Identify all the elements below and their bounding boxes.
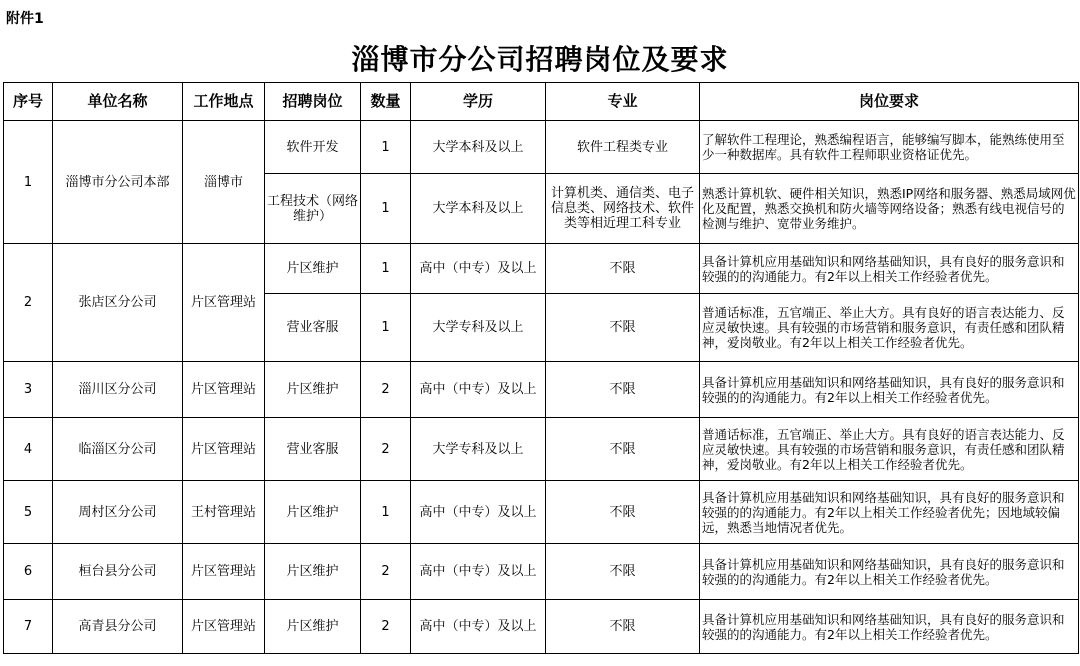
cell-no: 6 xyxy=(4,544,53,600)
cell-major: 不限 xyxy=(546,244,700,294)
cell-no: 2 xyxy=(4,244,53,362)
cell-requirements: 具备计算机应用基础知识和网络基础知识，具有良好的服务意识和较强的的沟通能力。有2年以上相关工作经验者优先。 xyxy=(700,544,1079,600)
cell-unit: 高青县分公司 xyxy=(53,600,183,654)
cell-unit: 临淄区分公司 xyxy=(53,418,183,481)
cell-unit: 淄川区分公司 xyxy=(53,362,183,418)
cell-post: 片区维护 xyxy=(265,244,361,294)
cell-requirements: 熟悉计算机软、硬件相关知识，熟悉IP网络和服务器、熟悉局域网优化及配置，熟悉交换机和防火墙等网络设备；熟悉有线电视信号的检测与维护、宽带业务维护。 xyxy=(700,174,1079,244)
cell-requirements: 具备计算机应用基础知识和网络基础知识，具有良好的服务意识和较强的的沟通能力。有2年以上相关工作经验者优先。 xyxy=(700,244,1079,294)
cell-requirements: 具备计算机应用基础知识和网络基础知识，具有良好的服务意识和较强的的沟通能力。有2年以上相关工作经验者优先；因地域较偏远，熟悉当地情况者优先。 xyxy=(700,481,1079,544)
cell-education: 高中（中专）及以上 xyxy=(411,600,546,654)
recruitment-table xyxy=(3,82,1079,654)
cell-location: 王村管理站 xyxy=(183,481,265,544)
table-row xyxy=(4,544,1079,600)
header-requirements: 岗位要求 xyxy=(700,83,1079,121)
cell-unit: 张店区分公司 xyxy=(53,244,183,362)
page-title: 淄博市分公司招聘岗位及要求 xyxy=(351,43,729,76)
header-major: 专业 xyxy=(546,83,700,121)
header-count: 数量 xyxy=(361,83,411,121)
cell-location: 片区管理站 xyxy=(183,418,265,481)
cell-requirements: 普通话标准，五官端正、举止大方。具有良好的语言表达能力、反应灵敏快速。具有较强的市场营销和服务意识，有责任感和团队精神，爱岗敬业。有2年以上相关工作经验者优先。 xyxy=(700,294,1079,362)
cell-education: 高中（中专）及以上 xyxy=(411,362,546,418)
cell-requirements: 了解软件工程理论，熟悉编程语言，能够编写脚本，能熟练使用至少一种数据库。具有软件工程师职业资格证优先。 xyxy=(700,121,1079,174)
cell-post: 营业客服 xyxy=(265,418,361,481)
cell-requirements: 具备计算机应用基础知识和网络基础知识，具有良好的服务意识和较强的的沟通能力。有2年以上相关工作经验者优先。 xyxy=(700,362,1079,418)
cell-major: 不限 xyxy=(546,481,700,544)
cell-location: 片区管理站 xyxy=(183,600,265,654)
cell-education: 高中（中专）及以上 xyxy=(411,481,546,544)
header-education: 学历 xyxy=(411,83,546,121)
table-row xyxy=(4,418,1079,481)
cell-no: 4 xyxy=(4,418,53,481)
table-row xyxy=(4,362,1079,418)
table-row xyxy=(4,244,1079,294)
cell-count: 1 xyxy=(361,244,411,294)
cell-major: 软件工程类专业 xyxy=(546,121,700,174)
cell-count: 1 xyxy=(361,121,411,174)
cell-no: 3 xyxy=(4,362,53,418)
cell-major: 不限 xyxy=(546,544,700,600)
cell-unit: 周村区分公司 xyxy=(53,481,183,544)
cell-major: 不限 xyxy=(546,362,700,418)
cell-major: 不限 xyxy=(546,294,700,362)
cell-education: 大学本科及以上 xyxy=(411,121,546,174)
cell-count: 2 xyxy=(361,362,411,418)
cell-education: 高中（中专）及以上 xyxy=(411,544,546,600)
table-row xyxy=(4,600,1079,654)
cell-location: 片区管理站 xyxy=(183,244,265,362)
cell-requirements: 具备计算机应用基础知识和网络基础知识，具有良好的服务意识和较强的的沟通能力。有2年以上相关工作经验者优先。 xyxy=(700,600,1079,654)
cell-major: 不限 xyxy=(546,600,700,654)
attachment-label: 附件1 xyxy=(6,11,44,27)
cell-post: 软件开发 xyxy=(265,121,361,174)
cell-no: 1 xyxy=(4,121,53,244)
cell-post: 片区维护 xyxy=(265,362,361,418)
cell-count: 2 xyxy=(361,600,411,654)
table-row xyxy=(4,481,1079,544)
cell-education: 高中（中专）及以上 xyxy=(411,244,546,294)
cell-post: 片区维护 xyxy=(265,600,361,654)
cell-no: 5 xyxy=(4,481,53,544)
header-unit: 单位名称 xyxy=(53,83,183,121)
cell-post: 片区维护 xyxy=(265,481,361,544)
header-post: 招聘岗位 xyxy=(265,83,361,121)
cell-education: 大学专科及以上 xyxy=(411,418,546,481)
table-header-row xyxy=(4,83,1079,121)
header-location: 工作地点 xyxy=(183,83,265,121)
cell-count: 1 xyxy=(361,174,411,244)
cell-location: 片区管理站 xyxy=(183,362,265,418)
cell-major: 不限 xyxy=(546,418,700,481)
cell-education: 大学本科及以上 xyxy=(411,174,546,244)
cell-post: 工程技术（网络维护） xyxy=(265,174,361,244)
cell-unit: 淄博市分公司本部 xyxy=(53,121,183,244)
cell-count: 1 xyxy=(361,481,411,544)
cell-unit: 桓台县分公司 xyxy=(53,544,183,600)
cell-post: 片区维护 xyxy=(265,544,361,600)
cell-count: 2 xyxy=(361,418,411,481)
cell-count: 1 xyxy=(361,294,411,362)
cell-education: 大学专科及以上 xyxy=(411,294,546,362)
cell-post: 营业客服 xyxy=(265,294,361,362)
cell-count: 2 xyxy=(361,544,411,600)
table-row xyxy=(4,121,1079,174)
cell-no: 7 xyxy=(4,600,53,654)
cell-location: 淄博市 xyxy=(183,121,265,244)
cell-location: 片区管理站 xyxy=(183,544,265,600)
cell-requirements: 普通话标准，五官端正、举止大方。具有良好的语言表达能力、反应灵敏快速。具有较强的市场营销和服务意识，有责任感和团队精神，爱岗敬业。有2年以上相关工作经验者优先。 xyxy=(700,418,1079,481)
cell-major: 计算机类、通信类、电子信息类、网络技术、软件类等相近理工科专业 xyxy=(546,174,700,244)
header-no: 序号 xyxy=(4,83,53,121)
